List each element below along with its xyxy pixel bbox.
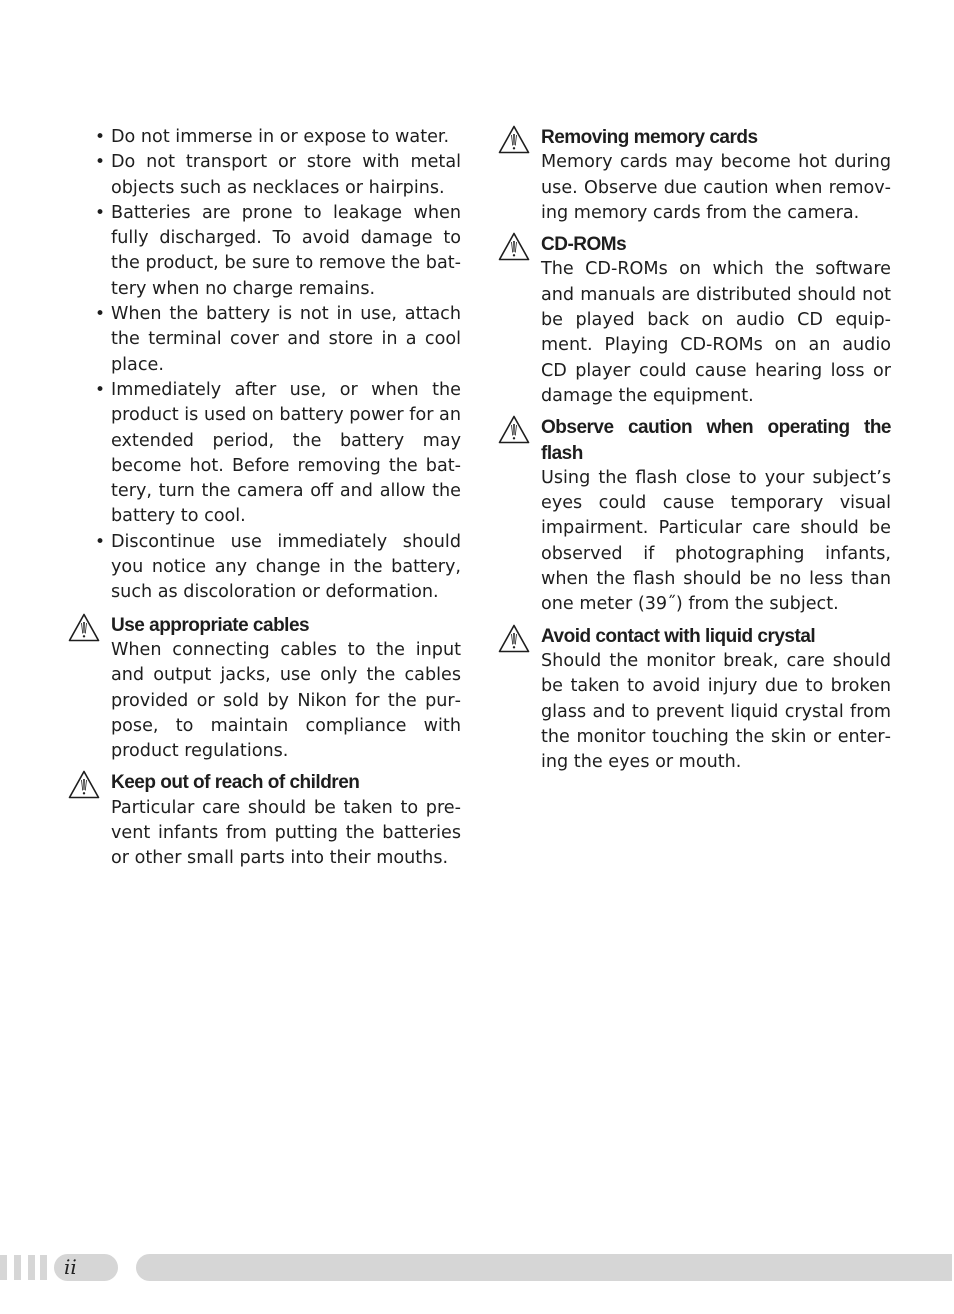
list-item: • Discontinue use immediately should you notice any change in the battery, such as discoloration or deformation. — [95, 531, 461, 603]
page-number: ii — [64, 1255, 77, 1279]
list-item: • Batteries are prone to leakage when fully discharged. To avoid damage to the product, be sure to remove the battery when no charge remains. — [95, 202, 461, 299]
footer-stripe — [28, 1255, 35, 1280]
caution-triangle-icon — [498, 415, 530, 444]
warning-heading: Removing memory cards — [541, 127, 758, 148]
caution-triangle-icon — [68, 613, 100, 642]
warning-heading: Use appropriate cables — [111, 614, 310, 636]
footer-bar — [136, 1254, 952, 1281]
warning-body: Should the monitor break, care should be taken to avoid injury due to broken glass and to prevent liquid crystal from the monitor touching the skin or entering the eyes or mouth. — [541, 650, 891, 773]
bullet-icon: • — [95, 202, 106, 223]
caution-triangle-icon — [498, 624, 530, 653]
warning-liquid-crystal — [494, 624, 891, 776]
caution-triangle-icon — [498, 232, 530, 261]
warning-keep-out-of-reach — [64, 770, 461, 871]
warning-flash-caution — [494, 415, 891, 617]
warning-body: Using the flash close to your subject’s eyes could cause temporary visual impairment. Particular care should be observed if photographing infants, when the flash should be no less than one meter (39˝) from the subject. — [541, 467, 891, 615]
left-column — [64, 125, 461, 878]
warning-body: Memory cards may become hot during use. Observe due caution when removing memory cards from the camera. — [541, 152, 891, 223]
bullet-icon: • — [95, 152, 106, 173]
warning-heading: Observe caution when operating the flash — [541, 417, 891, 464]
right-column — [494, 125, 891, 781]
list-item: • Do not immerse in or expose to water. — [64, 125, 461, 150]
warning-body: The CD-ROMs on which the software and manuals are distributed should not be played back on audio CD equipment. Playing CD-ROMs on an audio CD player could cause hearing loss or damage the equipment. — [541, 259, 891, 406]
footer-stripe — [14, 1255, 21, 1280]
bullet-icon: • — [95, 531, 106, 552]
warning-heading: CD-ROMs — [541, 234, 627, 256]
list-item: • When the battery is not in use, attach the terminal cover and store in a cool place. — [95, 304, 461, 375]
caution-triangle-icon — [68, 770, 100, 799]
footer-stripe — [0, 1255, 7, 1280]
warning-cd-roms — [494, 232, 891, 409]
caution-triangle-icon — [498, 125, 530, 154]
warning-heading: Keep out of reach of children — [111, 772, 360, 794]
battery-precautions-list — [64, 125, 461, 606]
warning-removing-memory-cards — [494, 125, 891, 226]
warning-body: Particular care should be taken to prevent infants from putting the batteries or other small parts into their mouths. — [111, 797, 461, 869]
bullet-icon: • — [95, 379, 106, 400]
warning-heading: Avoid contact with liquid crystal — [541, 625, 816, 647]
list-item: • Do not transport or store with metal objects such as necklaces or hairpins. — [95, 152, 461, 198]
page-footer — [0, 1251, 954, 1284]
footer-stripe — [40, 1255, 47, 1280]
list-item: • Immediately after use, or when the product is used on battery power for an extended period, the battery may become hot. Before removing the battery, turn the camera off and allow the battery to cool. — [95, 379, 461, 527]
warning-use-appropriate-cables — [64, 613, 461, 765]
bullet-icon: • — [95, 127, 106, 147]
bullet-icon: • — [95, 304, 106, 325]
warning-body: When connecting cables to the input and output jacks, use only the cables provided or sold by Nikon for the purpose, to maintain compliance with product regulations. — [111, 639, 461, 762]
